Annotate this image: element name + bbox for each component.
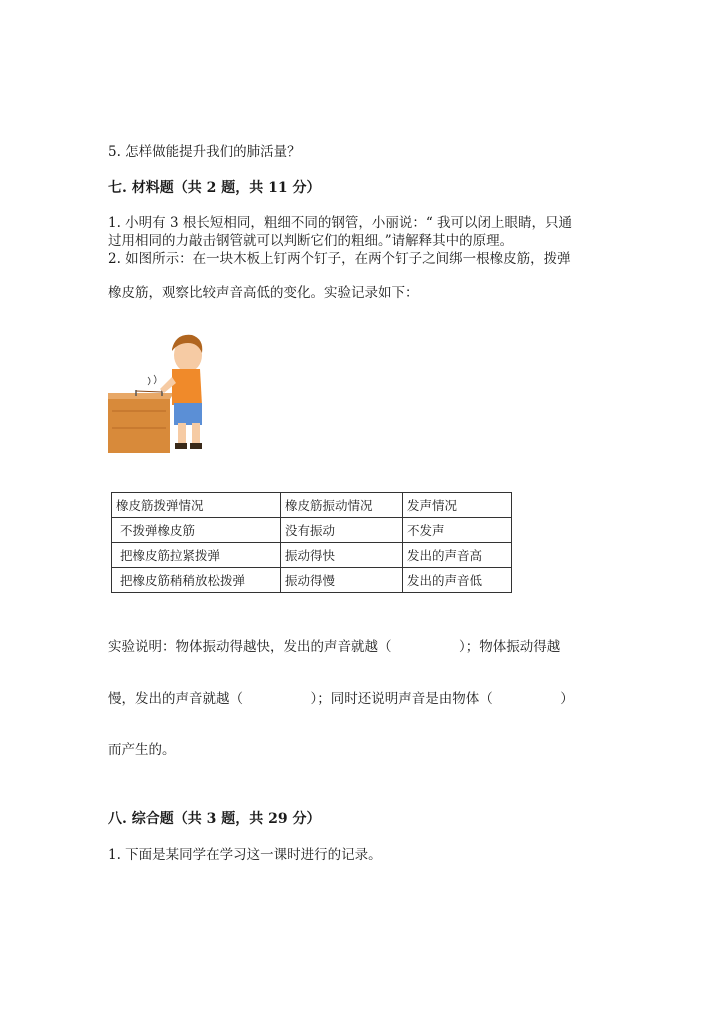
section-8-q1: 1. 下面是某同学在学习这一课时进行的记录。	[108, 847, 382, 863]
table-cell: 振动得快	[281, 543, 403, 568]
explanation-line1: 实验说明：物体振动得越快，发出的声音就越（ ）；物体振动得越	[108, 639, 561, 655]
table-cell: 发出的声音低	[403, 568, 512, 593]
table-header-cell: 发声情况	[403, 493, 512, 518]
table-header-row	[112, 493, 512, 518]
section-7-heading: 七. 材料题（共 2 题，共 11 分）	[108, 180, 321, 196]
section-7-q2-line2: 橡皮筋，观察比较声音高低的变化。实验记录如下：	[108, 285, 419, 301]
experiment-record-table	[111, 492, 512, 593]
table-cell: 振动得慢	[281, 568, 403, 593]
table-cell: 把橡皮筋稍稍放松拨弹	[112, 568, 281, 593]
table-cell: 不拨弹橡皮筋	[112, 518, 281, 543]
table-row	[112, 568, 512, 593]
section-7-q2-line1: 2. 如图所示：在一块木板上钉两个钉子，在两个钉子之间绑一根橡皮筋，拨弹	[108, 251, 571, 267]
table-cell: 把橡皮筋拉紧拨弹	[112, 543, 281, 568]
section-7-q1-line1: 1. 小明有 3 根长短相同，粗细不同的钢管，小丽说：“ 我可以闭上眼睛，只通	[108, 215, 573, 231]
table-row	[112, 543, 512, 568]
boy-plucking-rubber-band-illustration	[108, 333, 204, 455]
section-7-q1-line2: 过用相同的力敲击钢管就可以判断它们的粗细。”请解释其中的原理。	[108, 233, 514, 249]
question-5: 5. 怎样做能提升我们的肺活量？	[108, 144, 301, 160]
table-cell: 发出的声音高	[403, 543, 512, 568]
table-header-cell: 橡皮筋振动情况	[281, 493, 403, 518]
table-header-cell: 橡皮筋拨弹情况	[112, 493, 281, 518]
explanation-line2: 慢，发出的声音就越（ ）；同时还说明声音是由物体（ ）	[108, 691, 574, 707]
table-row	[112, 518, 512, 543]
section-8-heading: 八. 综合题（共 3 题，共 29 分）	[108, 811, 321, 827]
table-cell: 没有振动	[281, 518, 403, 543]
explanation-line3: 而产生的。	[108, 742, 176, 758]
table-cell: 不发声	[403, 518, 512, 543]
